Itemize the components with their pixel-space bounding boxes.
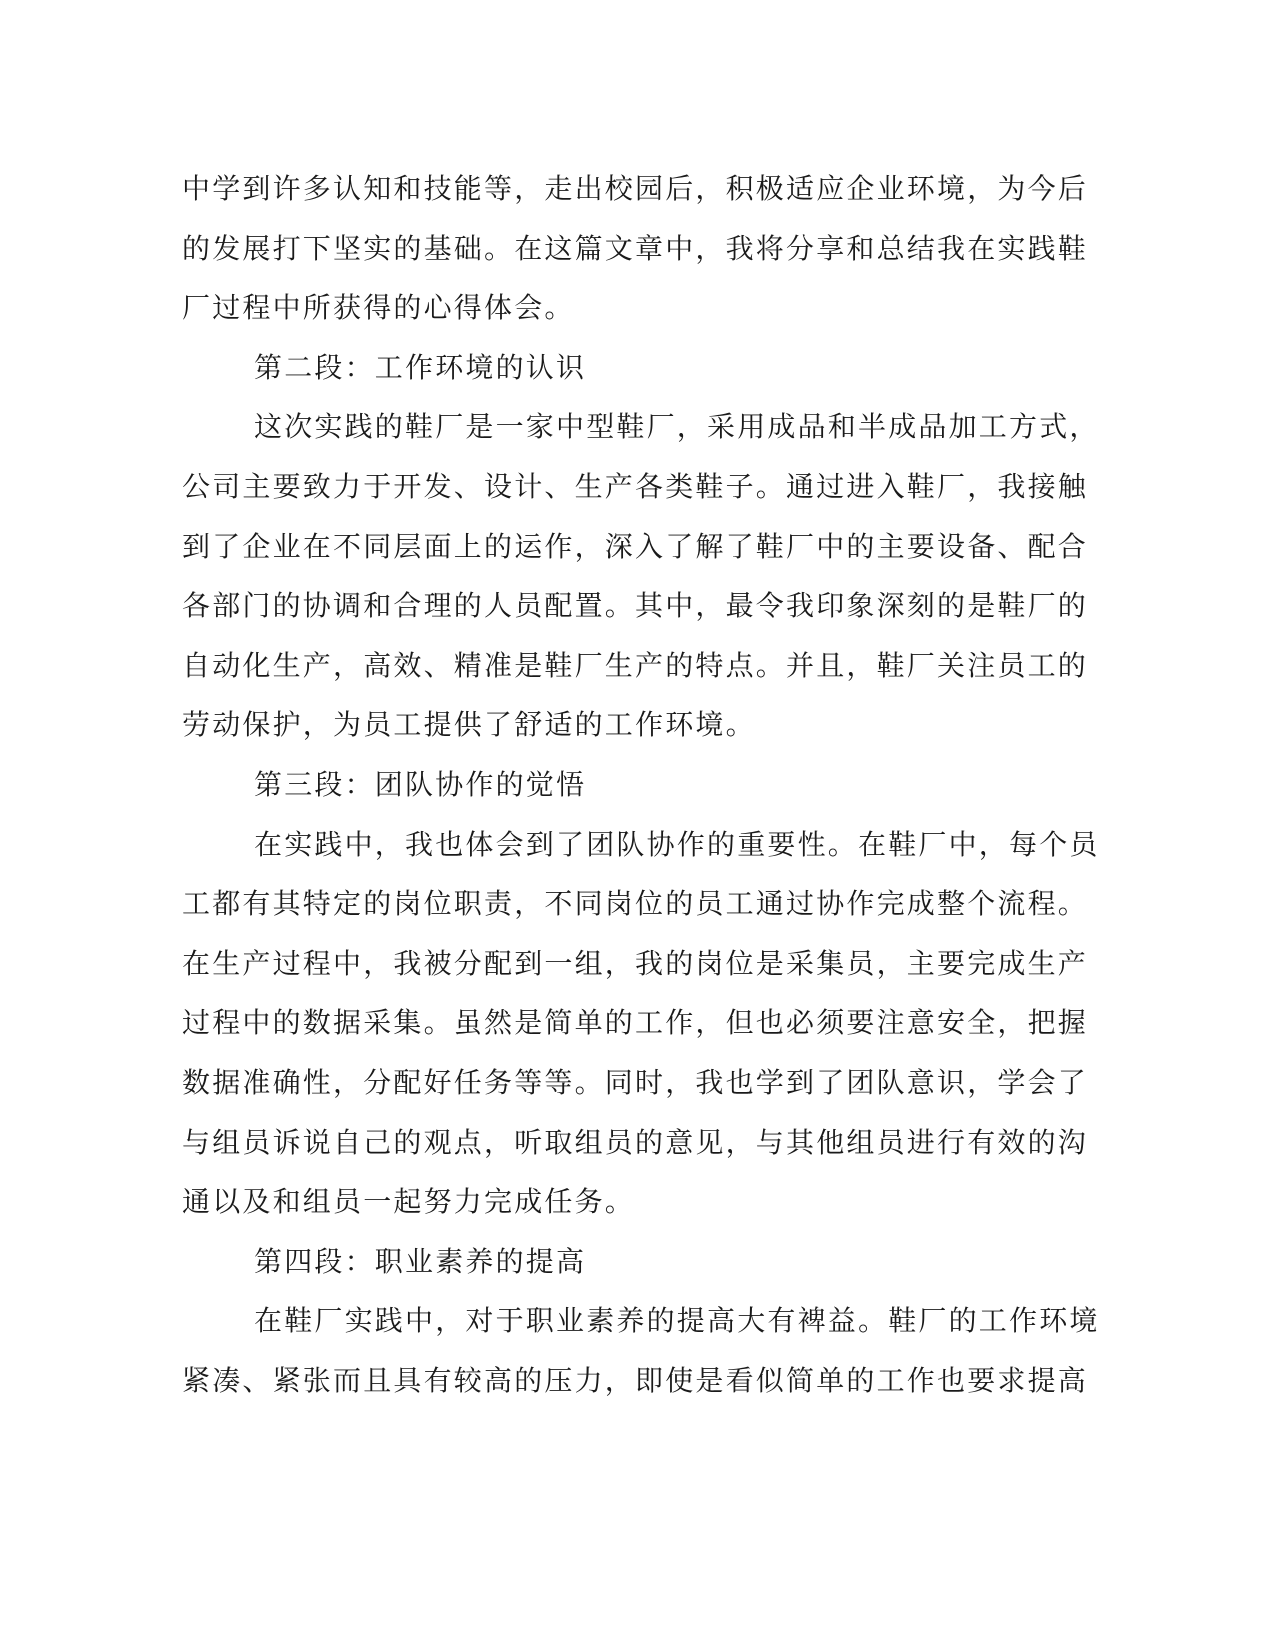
text-line: 这次实践的鞋厂是一家中型鞋厂，采用成品和半成品加工方式， xyxy=(254,410,1100,444)
text-line: 与组员诉说自己的观点，听取组员的意见，与其他组员进行有效的沟 xyxy=(182,1125,1089,1159)
text-line: 自动化生产，高效、精准是鞋厂生产的特点。并且，鞋厂关注员工的 xyxy=(182,648,1089,682)
text-line: 中学到许多认知和技能等，走出校园后，积极适应企业环境，为今后 xyxy=(182,172,1089,205)
text-line: 通以及和组员一起努力完成任务。 xyxy=(182,1185,636,1219)
section-heading-4: 第四段：职业素养的提高 xyxy=(254,1244,587,1278)
document-body xyxy=(182,159,1100,1410)
section-heading-2: 第二段：工作环境的认识 xyxy=(254,350,587,384)
section-heading-3: 第三段：团队协作的觉悟 xyxy=(254,767,587,801)
text-line: 紧凑、紧张而且具有较高的压力，即使是看似简单的工作也要求提高 xyxy=(182,1363,1089,1397)
text-line: 数据准确性，分配好任务等等。同时，我也学到了团队意识，学会了 xyxy=(182,1065,1089,1099)
text-line: 厂过程中所获得的心得体会。 xyxy=(182,291,575,325)
text-line: 到了企业在不同层面上的运作，深入了解了鞋厂中的主要设备、配合 xyxy=(182,529,1089,563)
text-line: 劳动保护，为员工提供了舒适的工作环境。 xyxy=(182,708,756,742)
text-line: 的发展打下坚实的基础。在这篇文章中，我将分享和总结我在实践鞋 xyxy=(182,231,1089,265)
text-line: 过程中的数据采集。虽然是简单的工作，但也必须要注意安全，把握 xyxy=(182,1006,1089,1040)
text-line: 工都有其特定的岗位职责，不同岗位的员工通过协作完成整个流程。 xyxy=(182,887,1089,921)
text-line: 在生产过程中，我被分配到一组，我的岗位是采集员，主要完成生产 xyxy=(182,946,1089,980)
text-line: 在鞋厂实践中，对于职业素养的提高大有裨益。鞋厂的工作环境 xyxy=(254,1304,1100,1338)
text-line: 在实践中，我也体会到了团队协作的重要性。在鞋厂中，每个员 xyxy=(254,827,1100,861)
text-line: 公司主要致力于开发、设计、生产各类鞋子。通过进入鞋厂，我接触 xyxy=(182,469,1089,503)
text-line: 各部门的协调和合理的人员配置。其中，最令我印象深刻的是鞋厂的 xyxy=(182,589,1089,623)
